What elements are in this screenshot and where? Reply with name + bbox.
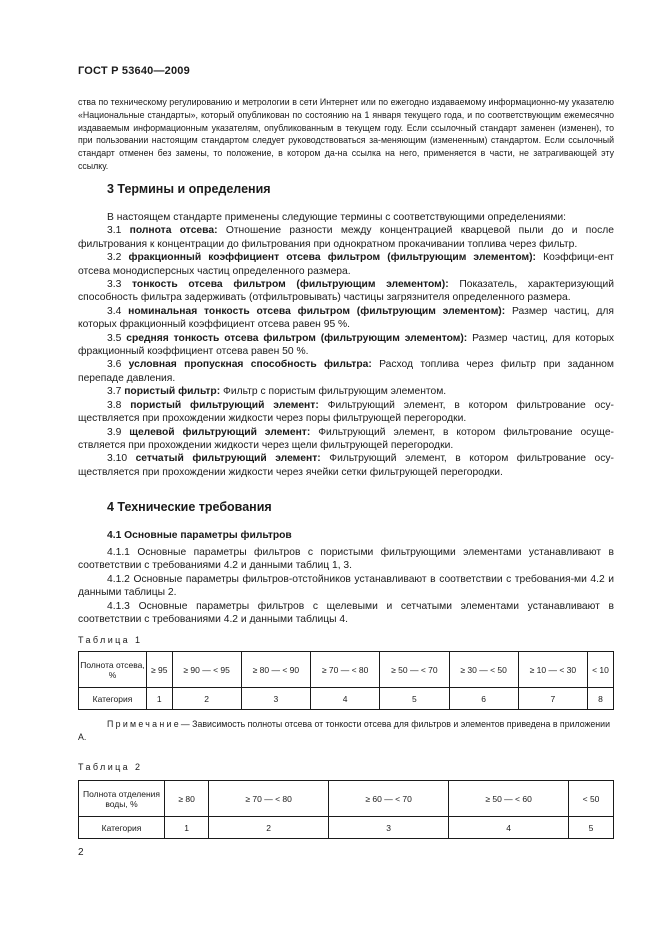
table-1-note (78, 718, 614, 744)
table2-category-cell: 2 (209, 817, 329, 839)
table2-value-cell: ≥ 70 — < 80 (209, 781, 329, 817)
section-3-body (78, 211, 614, 479)
term-text: Фильтрующий элемент, в котором фильтрование осу-ществляется при прохождении жидкости через поры фильтрующей перегородки. (78, 399, 614, 425)
table2-value-cell: < 50 (569, 781, 614, 817)
term-definition (78, 452, 614, 479)
table-2-category-label: Категория (79, 817, 165, 839)
requirement-item (78, 546, 614, 573)
table1-value-cell: ≥ 70 — < 80 (311, 652, 380, 688)
term-text: Коэффици-ент отсева монодисперсных частиц определенного размера. (78, 252, 614, 277)
term-definition (78, 251, 614, 278)
table-1-caption: Таблица 1 (78, 635, 143, 645)
term-text: Показатель, характеризующий способность фильтра задерживать (отфильтровывать) частицы загрязнителя определенного размера. (78, 279, 614, 304)
table-1-row-header: Полнота отсева, % (79, 652, 147, 688)
term-name: тонкость отсева фильтром (фильтрующим элементом): (132, 279, 449, 291)
item-number: 4.1.2 (107, 573, 130, 585)
document-header: ГОСТ Р 53640—2009 (78, 65, 190, 77)
table2-category-cell: 4 (449, 817, 569, 839)
term-name: щелевой фильтрующий элемент: (129, 426, 311, 438)
table1-category-cell: 4 (311, 688, 380, 710)
page-number: 2 (78, 847, 84, 858)
table-2-row-header: Полнота отделения воды, % (79, 781, 165, 817)
term-definition (78, 278, 614, 305)
term-number: 3.8 (107, 399, 122, 411)
term-definition (78, 399, 614, 426)
term-name: пористый фильтрующий элемент: (130, 399, 319, 411)
term-name: условная пропускная способность фильтра: (128, 359, 372, 371)
term-definition (78, 358, 614, 385)
table1-value-cell: ≥ 80 — < 90 (241, 652, 310, 688)
table1-category-cell: 7 (518, 688, 587, 710)
table1-value-cell: ≥ 10 — < 30 (518, 652, 587, 688)
term-number: 3.9 (107, 426, 122, 438)
table1-value-cell: ≥ 90 — < 95 (172, 652, 241, 688)
term-text: Фильтрующий элемент, в котором фильтрование осуще-ствляется при прохождении жидкости через щели фильтрующей перегородки. (78, 426, 614, 451)
term-number: 3.1 (107, 225, 122, 237)
term-definition (78, 332, 614, 359)
table-1-category-label: Категория (79, 688, 147, 710)
table1-category-cell: 8 (588, 688, 614, 710)
term-text: Размер частиц, для которых фракционный коэффициент отсева равен 95 %. (78, 305, 614, 331)
section-4-1-items (78, 546, 614, 626)
item-number: 4.1.3 (107, 600, 130, 612)
term-name: сетчатый фильтрующий элемент: (135, 453, 321, 465)
terms-list (78, 224, 614, 479)
item-text: Основные параметры фильтров-отстойников устанавливают в соответствии с требования-ми 4.2 и данными таблицы 2. (78, 573, 614, 599)
term-name: номинальная тонкость отсева фильтром (фильтрующим элементом): (128, 305, 506, 317)
term-definition (78, 305, 614, 332)
table1-category-cell: 5 (380, 688, 449, 710)
table-1 (78, 651, 614, 710)
term-number: 3.6 (107, 359, 122, 371)
item-text: Основные параметры фильтров с пористыми фильтрующими элементами устанавливают в соответствии с требованиями 4.2 и данными таблиц 1, 3. (78, 547, 614, 572)
table1-value-cell: ≥ 30 — < 50 (449, 652, 518, 688)
term-definition (78, 224, 614, 251)
term-number: 3.5 (107, 332, 122, 344)
table1-category-cell: 6 (449, 688, 518, 710)
note-label: Примечание (107, 719, 181, 729)
table1-category-cell: 1 (147, 688, 173, 710)
section-4-title: 4 Технические требования (107, 500, 272, 514)
item-number: 4.1.1 (107, 547, 130, 558)
term-text: Фильтр с пористым фильтрующим элементом. (223, 386, 447, 398)
term-name: фракционный коэффициент отсева фильтром (фильтрующим элементом): (128, 252, 536, 264)
table2-value-cell: ≥ 50 — < 60 (449, 781, 569, 817)
term-text: Размер частиц, для которых фракционный коэффициент отсева равен 50 %. (78, 332, 614, 358)
term-text: Отношение разности между концентрацией кварцевой пыли до и после фильтрования к концентрации до фильтрования при однократном прокачивании топлива через фильтр. (78, 225, 614, 250)
term-name: средняя тонкость отсева фильтром (фильтрующим элементом): (126, 332, 468, 344)
item-text: Основные параметры фильтров с щелевыми и сетчатыми элементами устанавливают в соответствии с требованиями 4.2 и данными таблицы 4. (78, 600, 614, 626)
table-2-caption: Таблица 2 (78, 762, 143, 772)
term-number: 3.10 (107, 453, 128, 465)
term-number: 3.3 (107, 279, 122, 291)
table2-category-cell: 5 (569, 817, 614, 839)
table2-value-cell: ≥ 80 (165, 781, 209, 817)
table2-category-cell: 1 (165, 817, 209, 839)
section-3-intro: В настоящем стандарте применены следующие термины с соответствующими определениями: (107, 212, 567, 223)
table1-value-cell: ≥ 95 (147, 652, 173, 688)
term-definition (78, 385, 614, 398)
requirement-item (78, 600, 614, 627)
term-number: 3.4 (107, 305, 122, 317)
term-name: пористый фильтр: (124, 386, 221, 398)
table1-value-cell: ≥ 50 — < 70 (380, 652, 449, 688)
intro-paragraph: ства по техническому регулированию и метрологии в сети Интернет или по ежегодно издаваемому информационно-му указателю «Национальные стандарты», который опубликован по состоянию на 1 января текущего года, и по соответствующим ежемесячно издаваемым информационным указателям, опубликованным в текущем году. Если ссылочный стандарт заменен (изменен), то при пользовании настоящим стандартом следует руководствоваться за-меняющим (измененным) стандартом. Если ссылочный стандарт отменен без замены, то положение, в котором да-на ссылка на него, применяется в части, не затрагивающей эту ссылку. (78, 97, 614, 171)
note-text: — Зависимость полноты отсева от тонкости отсева для фильтров и элементов приведена в приложении А. (78, 719, 610, 742)
term-text: Фильтрующий элемент, в котором фильтрование осу-ществляется при прохождении жидкости через ячейки сетки фильтрующей перегородки. (78, 453, 614, 478)
table2-value-cell: ≥ 60 — < 70 (329, 781, 449, 817)
table1-value-cell: < 10 (588, 652, 614, 688)
term-number: 3.2 (107, 252, 122, 264)
term-text: Расход топлива через фильтр при заданном перепаде давления. (78, 359, 614, 384)
term-name: полнота отсева: (129, 225, 218, 237)
term-definition (78, 426, 614, 453)
term-number: 3.7 (107, 386, 122, 398)
table1-category-cell: 2 (172, 688, 241, 710)
requirement-item (78, 573, 614, 600)
subsection-4-1-title: 4.1 Основные параметры фильтров (107, 530, 292, 541)
section-3-title: 3 Термины и определения (107, 182, 271, 196)
table2-category-cell: 3 (329, 817, 449, 839)
table1-category-cell: 3 (241, 688, 310, 710)
table-2 (78, 780, 614, 839)
